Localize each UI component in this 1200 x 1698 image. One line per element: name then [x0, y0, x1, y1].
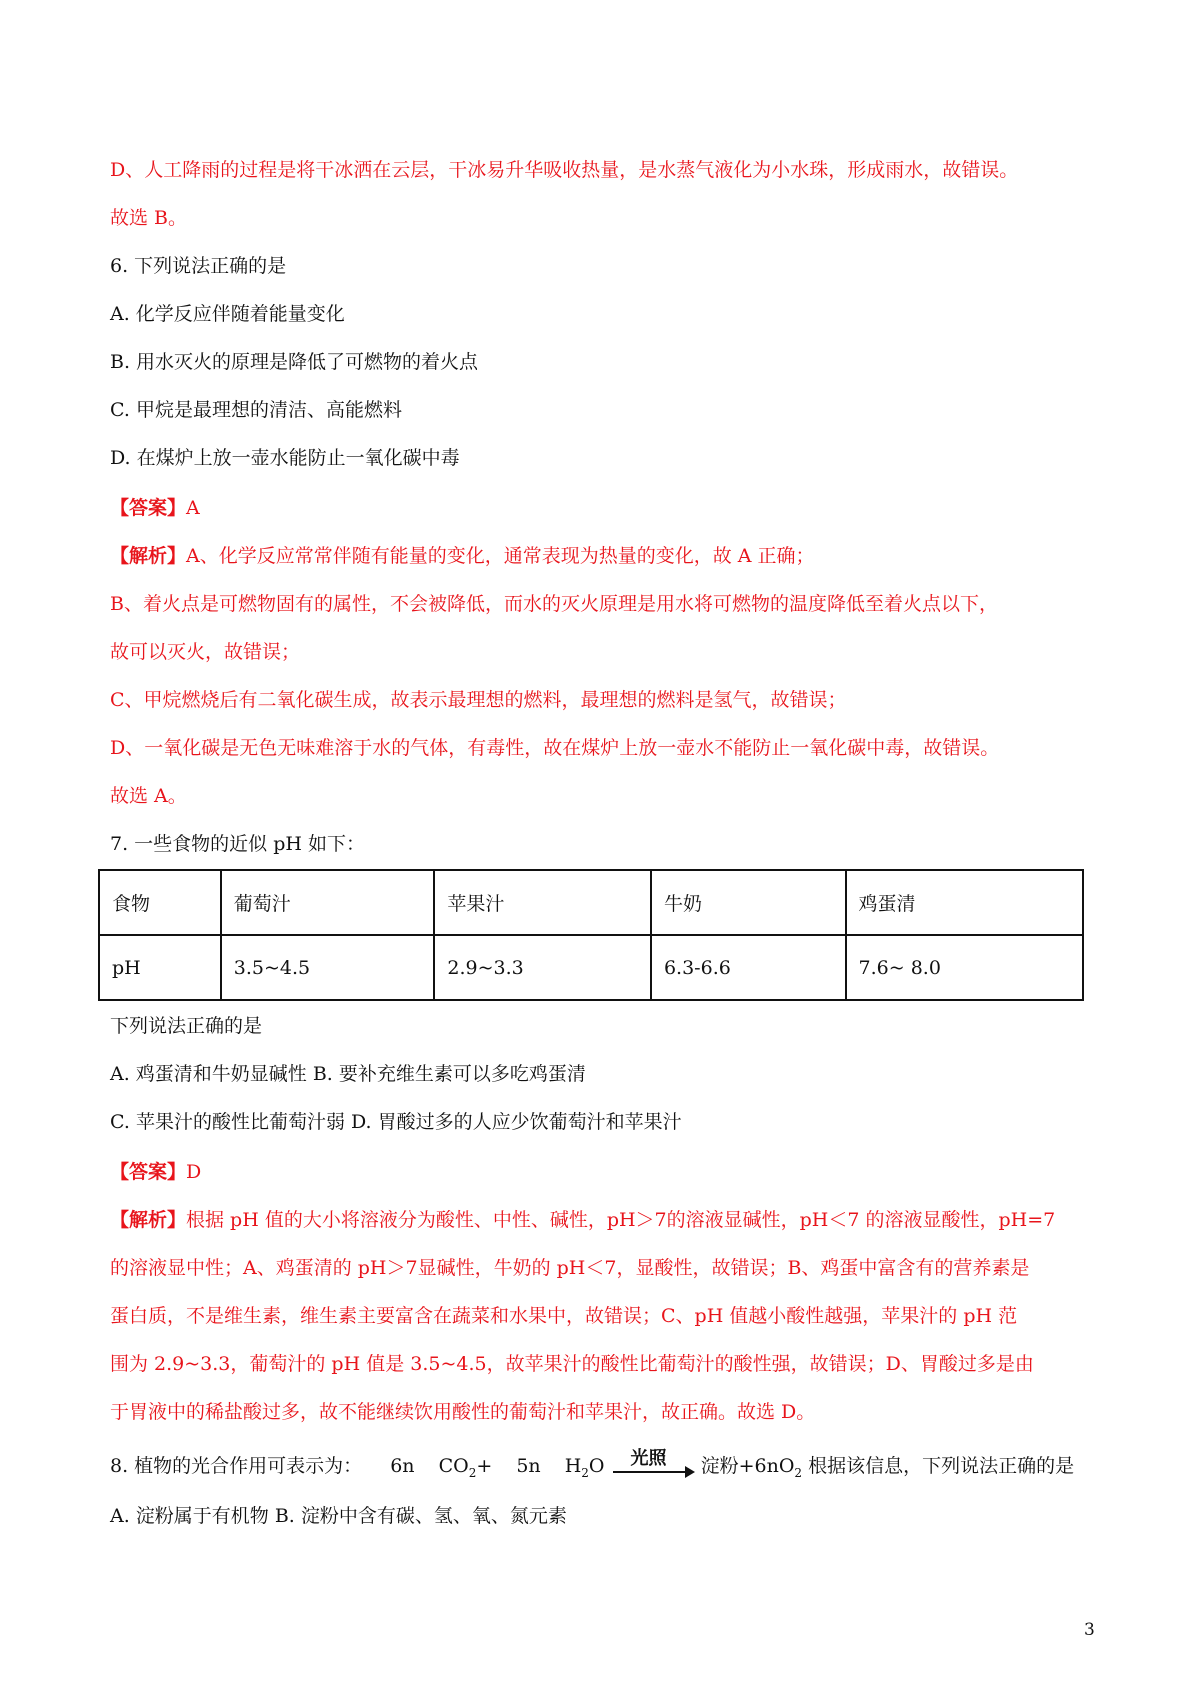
table-cell: 鸡蛋清 [846, 870, 1083, 935]
question-6-analysis [110, 544, 815, 568]
analysis-line: 围为 2.9~3.3，葡萄汁的 pH 值是 3.5~4.5，故苹果汁的酸性比葡萄汁的酸性强，故错误；D、胃酸过多是由 [110, 1353, 1034, 1375]
table-cell: 2.9~3.3 [434, 935, 651, 1000]
question-7-prompt: 下列说法正确的是 [110, 1015, 263, 1037]
answer-tag: 【答案】 [110, 1161, 187, 1183]
formula [439, 1454, 493, 1485]
question-7-stem: 7. 一些食物的近似 pH 如下： [110, 833, 365, 855]
analysis-line: 故选 A。 [110, 785, 187, 807]
analysis-tag: 【解析】 [110, 1209, 187, 1231]
analysis-text: 根据 pH 值的大小将溶液分为酸性、中性、碱性，pH＞7的溶液显碱性，pH＜7 的溶液显酸性，pH=7 [186, 1209, 1056, 1231]
question-7-options-cd: C. 苹果汁的酸性比葡萄汁弱 D. 胃酸过多的人应少饮葡萄汁和苹果汁 [110, 1111, 682, 1133]
table-cell: 食物 [99, 870, 221, 935]
subscript: 2 [794, 1465, 803, 1480]
analysis-line: D、人工降雨的过程是将干冰洒在云层，干冰易升华吸收热量，是水蒸气液化为小水珠，形成雨水，故错误。 [110, 159, 1019, 181]
analysis-line: 故可以灭火，故错误； [110, 641, 301, 663]
subscript: 2 [581, 1465, 589, 1480]
table-cell: 7.6~ 8.0 [846, 935, 1083, 1000]
question-6-option-c: C. 甲烷是最理想的清洁、高能燃料 [110, 399, 402, 421]
plus-sign: + [476, 1455, 493, 1477]
question-6-answer [110, 496, 200, 520]
stem-prefix: 8. 植物的光合作用可表示为： [110, 1455, 363, 1477]
question-6-option-a: A. 化学反应伴随着能量变化 [110, 303, 345, 325]
analysis-tag: 【解析】 [110, 545, 187, 567]
table-cell: 3.5~4.5 [221, 935, 435, 1000]
table-cell: 牛奶 [651, 870, 846, 935]
question-7-analysis [110, 1208, 1055, 1232]
question-6-option-b: B. 用水灭火的原理是降低了可燃物的着火点 [110, 351, 479, 373]
analysis-line: C、甲烷燃烧后有二氧化碳生成，故表示最理想的燃料，最理想的燃料是氢气，故错误； [110, 689, 847, 711]
question-7-answer [110, 1160, 201, 1184]
subscript: 2 [468, 1465, 477, 1480]
stem-suffix: 根据该信息，下列说法正确的是 [808, 1455, 1075, 1477]
answer-tag: 【答案】 [110, 497, 187, 519]
arrow-head-icon [685, 1466, 695, 1478]
formula-text: O [588, 1455, 605, 1477]
arrow-shaft [613, 1471, 689, 1473]
table-cell: 苹果汁 [434, 870, 651, 935]
table-cell: 6.3-6.6 [651, 935, 846, 1000]
question-6-stem: 6. 下列说法正确的是 [110, 255, 287, 277]
formula [565, 1454, 605, 1485]
table-header-row [99, 870, 1083, 935]
table-cell: pH [99, 935, 221, 1000]
coefficient: 5n [516, 1455, 541, 1477]
analysis-line: 蛋白质，不是维生素，维生素主要富含在蔬菜和水果中，故错误；C、pH 值越小酸性越强，苹果汁的 pH 范 [110, 1305, 1018, 1327]
arrow-condition: 光照 [630, 1448, 667, 1469]
question-7-options-ab: A. 鸡蛋清和牛奶显碱性 B. 要补充维生素可以多吃鸡蛋清 [110, 1063, 586, 1085]
question-8-stem [110, 1448, 1075, 1485]
analysis-line: 的溶液显中性；A、鸡蛋清的 pH＞7显碱性，牛奶的 pH＜7，显酸性，故错误；B、鸡蛋中富含有的营养素是 [110, 1257, 1030, 1279]
page-number: 3 [1084, 1620, 1095, 1640]
formula-text: CO [438, 1455, 469, 1477]
reaction-arrow [611, 1448, 695, 1479]
table-cell: 葡萄汁 [221, 870, 435, 935]
formula-text: 淀粉+6nO [700, 1455, 795, 1477]
ph-table [98, 869, 1084, 1001]
answer-value: D [186, 1161, 202, 1183]
analysis-text: A、化学反应常常伴随有能量的变化，通常表现为热量的变化，故 A 正确； [186, 545, 815, 567]
product [701, 1454, 802, 1485]
question-6-option-d: D. 在煤炉上放一壶水能防止一氧化碳中毒 [110, 447, 460, 469]
analysis-line: D、一氧化碳是无色无味难溶于水的气体，有毒性，故在煤炉上放一壶水不能防止一氧化碳中毒，故错误。 [110, 737, 1000, 759]
analysis-line: 于胃液中的稀盐酸过多，故不能继续饮用酸性的葡萄汁和苹果汁，故正确。故选 D。 [110, 1401, 816, 1423]
table-row [99, 935, 1083, 1000]
analysis-line: B、着火点是可燃物固有的属性，不会被降低，而水的灭火原理是用水将可燃物的温度降低至着火点以下， [110, 593, 998, 615]
formula-text: H [564, 1455, 582, 1477]
coefficient: 6n [390, 1455, 415, 1477]
answer-value: A [186, 497, 200, 519]
analysis-line: 故选 B。 [110, 207, 188, 229]
question-8-options-ab: A. 淀粉属于有机物 B. 淀粉中含有碳、氢、氧、氮元素 [110, 1505, 567, 1527]
